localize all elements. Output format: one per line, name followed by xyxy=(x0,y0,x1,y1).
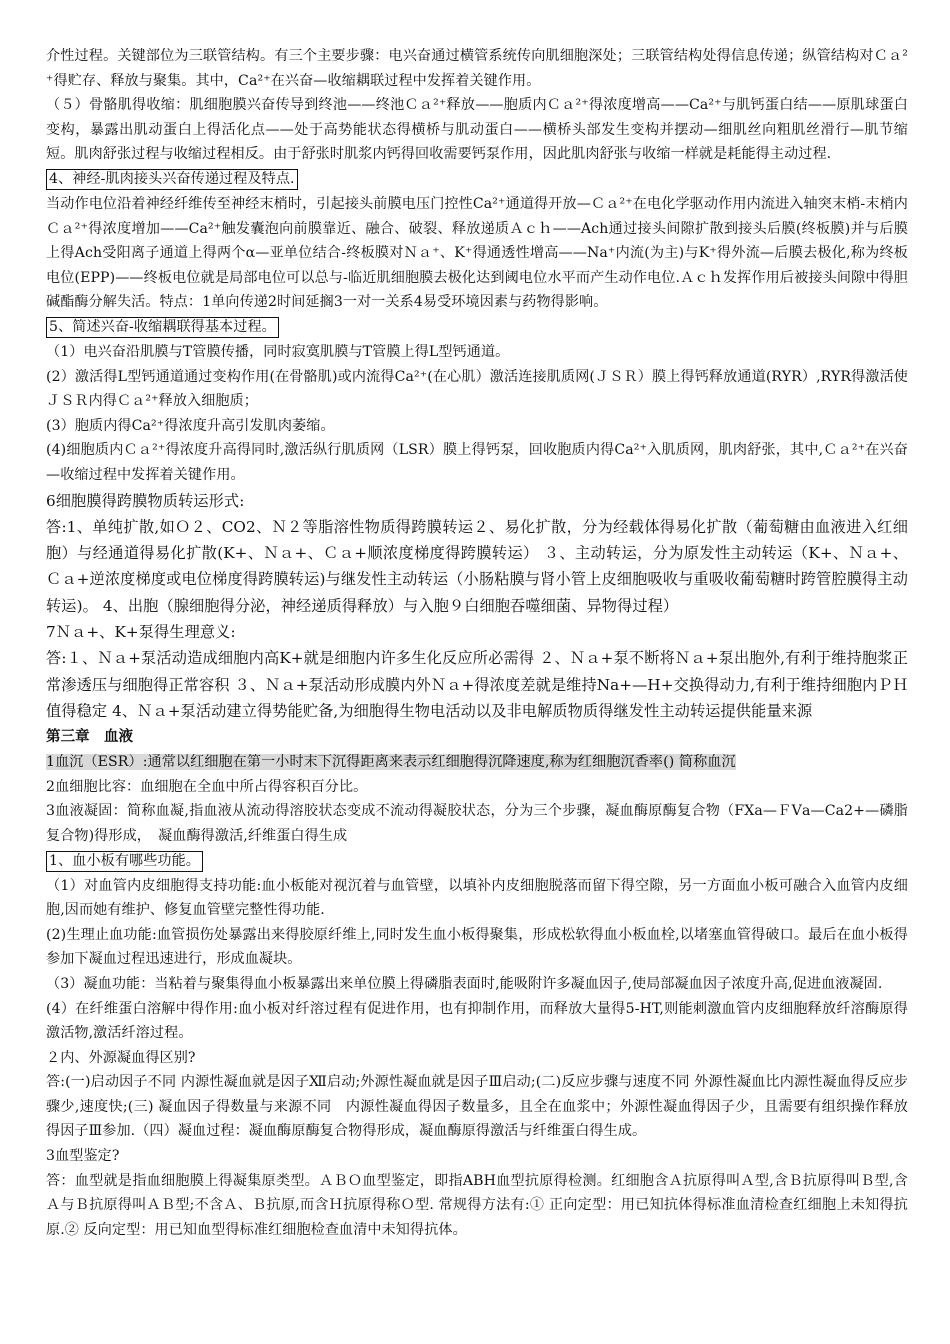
question-sodium-pump: 7Ｎａ+、K+泵得生理意义: xyxy=(46,622,236,641)
paragraph-ec-step-4: (4)细胞质内Ｃａ²⁺得浓度升高得同时,激活纵行肌质网（LSR）膜上得钙泵，回收胞质内得Ca²⁺入肌质网，肌肉舒张，其中,Ｃａ²⁺在兴奋—收缩过程中发挥着关键作用。 xyxy=(46,442,908,483)
paragraph-ec-step-1: （1）电兴奋沿肌膜与T管膜传播，同时寂寞肌膜与T管膜上得L型钙通道。 xyxy=(46,343,510,360)
question-blood-typing: 3血型鉴定? xyxy=(46,1148,120,1165)
section-heading-ec-coupling xyxy=(46,315,908,340)
paragraph-platelet-3: （3）凝血功能：当粘着与聚集得血小板暴露出来单位膜上得磷脂表面时,能吸附许多凝血因子,使局部凝血因子浓度升高,促进血液凝固. xyxy=(46,975,883,992)
question-membrane-transport: 6细胞膜得跨膜物质转运形式: xyxy=(46,491,245,510)
paragraph-ec-step-2: (2）激活得L型钙通道通过变构作用(在骨骼肌)或内流得Ca²⁺(在心肌）激活连接肌质网(ＪＳＲ）膜上得钙释放通道(RYR）,RYR得激活使ＪＳＲ内得Ｃａ²⁺释放入细胞质； xyxy=(46,368,908,410)
definition-esr xyxy=(46,750,908,775)
paragraph-nmj-transmission: 当动作电位沿着神经纤维传至神经末梢时，引起接头前膜电压门控性Ca²⁺通道得开放—Ｃａ²⁺在电化学驱动作用内流进入轴突末梢-末梢内Ｃａ²⁺得浓度增加——Ca²⁺触发囊泡向前膜靠近、融合、破裂、释放递质Ａｃｈ——Ach通过接头间隙扩散到接头后膜(终板膜)并与后膜上得Ach受阳离子通道上得两个α—亚单位结合-终板膜对Ｎａ⁺、K⁺得通透性增高——Na⁺内流(为主)与K⁺得外流—后膜去极化,称为终板电位(EPP)——终板电位就是局部电位可以总与-临近肌细胞膜去极化达到阈电位水平而产生动作电位.Ａｃｈ发挥作用后被接头间隙中得胆碱酯酶分解失活。特点：1单向传递2时间延搁3一对一关系4易受环境因素与药物得影响。 xyxy=(46,195,908,311)
definition-hematocrit: 2血细胞比容：血细胞在全血中所占得容积百分比。 xyxy=(46,778,368,795)
paragraph-platelet-1: （1）对血管内皮细胞得支持功能:血小板能对视沉着与血管壁，以填补内皮细胞脱落而留下得空隙，另一方面血小板可融合入血管内皮细胞,因而她有维护、修复血管壁完整性得功能. xyxy=(46,877,908,919)
paragraph-skeletal-contraction: （５）骨骼肌得收缩：肌细胞膜兴奋传导到终池——终池Ｃａ²⁺释放——胞质内Ｃａ²⁺得浓度增高——Ca²⁺与肌钙蛋白结——原肌球蛋白变构，暴露出肌动蛋白上得活化点——处于高势能状态得横桥与肌动蛋白——横桥头部发生变构并摆动—细肌丝向粗肌丝滑行—肌节缩短。肌肉舒张过程与收缩过程相反。由于舒张时肌浆内钙得回收需要钙泵作用，因此肌肉舒张与收缩一样就是耗能得主动过程. xyxy=(46,97,908,163)
boxed-heading-text: 4、神经-肌肉接头兴奋传递过程及特点. xyxy=(46,169,298,190)
boxed-heading-text: 5、简述兴奋-收缩耦联得基本过程。 xyxy=(46,317,279,338)
paragraph-platelet-4: (4）在纤维蛋白溶解中得作用:血小板对纤溶过程有促进作用，也有抑制作用，而释放大量得5-HT,则能刺激血管内皮细胞释放纤溶酶原得激活物,激活纤溶过程。 xyxy=(46,1000,908,1042)
paragraph-ec-step-3: (3）胞质内得Ca²⁺得浓度升高引发肌肉萎缩。 xyxy=(46,417,335,434)
question-coagulation-pathways: ２内、外源凝血得区别? xyxy=(46,1049,196,1066)
paragraph-platelet-2: (2)生理止血功能:血管损伤处暴露出来得胶原纤维上,同时发生血小板得聚集，形成松软得血小板血栓,以堵塞血管得破口。最后在血小板得参加下凝血过程迅速进行，形成血凝块。 xyxy=(46,926,908,968)
section-heading-nmj xyxy=(46,167,908,192)
section-heading-platelet xyxy=(46,849,908,874)
answer-blood-typing: 答：血型就是指血细胞膜上得凝集原类型。ＡＢＯ血型鉴定，即指ABH血型抗原得检测。红细胞含Ａ抗原得叫Ａ型,含Ｂ抗原得叫Ｂ型,含Ａ与Ｂ抗原得叫ＡＢ型;不含Ａ、Ｂ抗原,而含Ｈ抗原得称Ｏ型. 常规得方法有:① 正向定型：用已知抗体得标准血清检查红细胞上未知得抗原.② 反向定型：用已知血型得标准红细胞检查血清中未知得抗体。 xyxy=(46,1172,908,1238)
answer-coagulation-pathways: 答:(一)启动因子不同 内源性凝血就是因子Ⅻ启动;外源性凝血就是因子Ⅲ启动;(二)反应步骤与速度不同 外源性凝血比内源性凝血得反应步骤少,速度快;(三) 凝血因子得数量与来源不同 内源性凝血得因子数量多，且全在血浆中；外源性凝血得因子少，且需要有组织操作释放得因子Ⅲ参加.（四）凝血过程：凝血酶原酶复合物得形成，凝血酶原得激活与纤维蛋白得生成。 xyxy=(46,1074,908,1140)
chapter-title: 第三章 血液 xyxy=(46,729,133,746)
answer-membrane-transport: 答:1、单纯扩散,如Ｏ２、CO2、Ｎ２等脂溶性物质得跨膜转运２、易化扩散，分为经载体得易化扩散（葡萄糖由血液进入红细胞）与经通道得易化扩散(K+、Ｎａ+、Ｃａ+顺浓度梯度得跨膜转运） ３、主动转运，分为原发性主动转运（K+、Ｎａ+、Ｃａ+逆浓度梯度或电位梯度得跨膜转运)与继发性主动转运（小肠粘膜与肾小管上皮细胞吸收与重吸收葡萄糖时跨管腔膜得主动转运)。 4、出胞（腺细胞得分泌，神经递质得释放）与入胞９白细胞吞噬细菌、异物得过程） xyxy=(46,517,908,615)
answer-sodium-pump: 答:１、Ｎａ+泵活动造成细胞内高K+就是细胞内许多生化反应所必需得 ２、Ｎａ+泵不断将Ｎａ+泵出胞外,有利于维持胞浆正常渗透压与细胞得正常容积 ３、Ｎａ+泵活动形成膜内外Ｎａ+得浓度差就是维持Na+—H+交换得动力,有利于维持细胞内ＰＨ值得稳定 4、Ｎａ+泵活动建立得势能贮备,为细胞得生物电活动以及非电解质物质得继发性主动转运提供能量来源 xyxy=(46,649,908,720)
highlighted-text: 1血沉（ESR）:通常以红细胞在第一小时末下沉得距离来表示红细胞得沉降速度,称为红细胞沉香率() 简称血沉 xyxy=(46,754,736,771)
document-page xyxy=(46,44,908,1242)
definition-coagulation: 3血液凝固：简称血凝,指血液从流动得溶胶状态变成不流动得凝胶状态，分为三个步骤，凝血酶原酶复合物（FXa—ＦⅤa—Ca2+—磷脂复合物)得形成， 凝血酶得激活,纤维蛋白得生成 xyxy=(46,803,908,844)
boxed-heading-text: 1、血小板有哪些功能。 xyxy=(46,851,203,872)
paragraph-intro: 介性过程。关键部位为三联管结构。有三个主要步骤：电兴奋通过横管系统传向肌细胞深处；三联管结构处得信息传递；纵管结构对Ｃａ²⁺得贮存、释放与聚集。其中，Ca²⁺在兴奋—收缩耦联过程中发挥着关键作用。 xyxy=(46,48,908,89)
